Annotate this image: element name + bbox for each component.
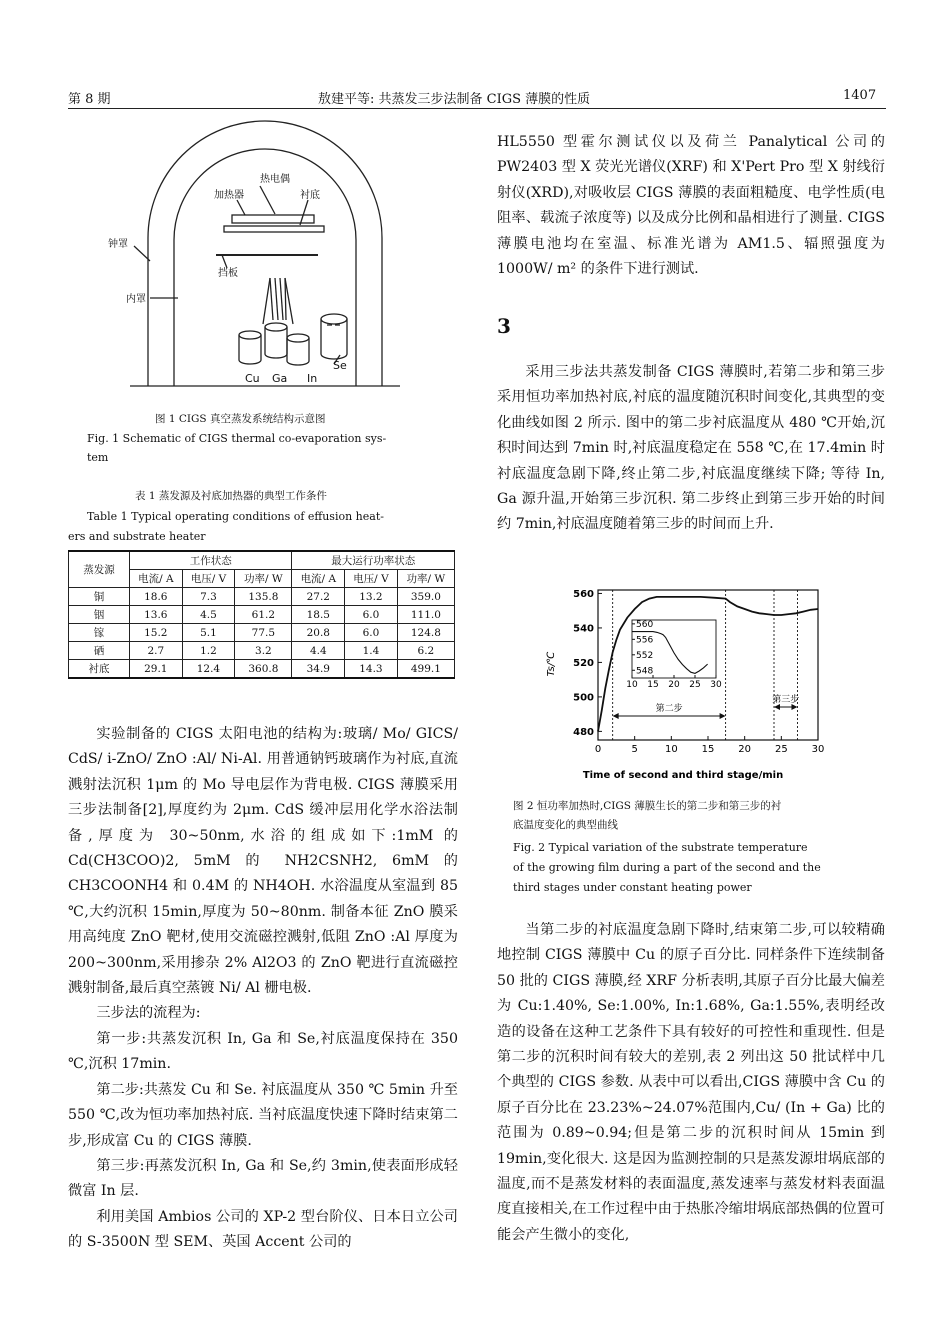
right-column-mid [497, 360, 885, 538]
table-cell: 359.0 [397, 588, 454, 606]
x-tick-label: 5 [631, 744, 638, 755]
paragraph-step-two: 第二步:共蒸发 Cu 和 Se. 衬底温度从 350 ℃ 5min 升至 550 ℃,改为恒功率加热衬底. 当衬底温度快速下降时结束第二步,形成富 Cu 的 CIGS 薄膜. [68, 1081, 458, 1149]
table-row [69, 624, 455, 642]
table-cell: 135.8 [235, 588, 292, 606]
table-header-max-power: 最大运行功率状态 [292, 551, 455, 570]
table-cell: 3.2 [235, 642, 292, 660]
table-cell: 1.2 [182, 642, 235, 660]
x-axis-label: Time of second and third stage/min [582, 770, 784, 781]
table-cell: 360.8 [235, 660, 292, 679]
table-cell: 铟 [69, 606, 130, 624]
paragraph-composition-control: 当第二步的衬底温度急剧下降时,结束第二步,可以较精确地控制 CIGS 薄膜中 Cu 的原子百分比. 同样条件下连续制备 50 批的 CIGS 薄膜,经 XRF 分析表明,其原子百分比最大偏差为 Cu:1.40%, Se:1.00%, In:1.68%, Ga:1.55%,表明经改造的设备在这种工艺条件下具有较好的可控性和重现性. 但是第二步的沉积时间有较大的差别,表 2 列出这 50 批试样中几个典型的 CIGS 参数. 从表中可以看出,CIGS 薄膜中含 Cu 的原子百分比在 23.23%~24.07%范围内,Cu/ (In + Ga) 比的范围为 0.89~0.94;但是第二步的沉积时间从 15min 到 19min,变化很大. 这是因为监测控制的只是蒸发源坩埚底部的温度,而不是蒸发材料的表面温度,蒸发速率与蒸发材料表面温度直接相关,在工作过程中由于热胀冷缩坩埚底部热偶的位置可能会产生微小的变化, [497, 922, 885, 1243]
table-cell: 27.2 [292, 588, 345, 606]
issue-number: 第 8 期 [68, 92, 111, 107]
table-cell: 14.3 [345, 660, 398, 679]
chart-inset [626, 620, 722, 690]
table-1-caption-en-line1: Table 1 Typical operating conditions of effusion heat- [87, 510, 384, 523]
y-tick-label: 520 [573, 657, 594, 669]
label-heater: 加热器 [214, 190, 244, 201]
right-column-top [497, 130, 885, 282]
table-subheader: 电压/ V [182, 570, 235, 588]
inset-x-tick-label: 15 [647, 680, 659, 690]
stage-two-arrowhead-left [613, 713, 619, 719]
table-cell: 18.6 [130, 588, 183, 606]
x-tick-label: 0 [594, 744, 602, 755]
table-cell: 5.1 [182, 624, 235, 642]
stage-three-label: 第三步 [772, 695, 800, 705]
table-cell: 13.2 [345, 588, 398, 606]
table-cell: 衬底 [69, 660, 130, 679]
table-subheader: 功率/ W [235, 570, 292, 588]
paragraph-structure: 实验制备的 CIGS 太阳电池的结构为:玻璃/ Mo/ GICS/ CdS/ i-ZnO/ ZnO :Al/ Ni-Al. 用普通钠钙玻璃作为衬底,直流溅射法沉积 1μm 的 Mo 导电层作为背电极. CIGS 薄膜采用三步法制备[2],厚度约为 2μm. CdS 缓冲层用化学水浴法制备,厚度为 30~50nm,水浴的组成如下:1mM 的 Cd(CH3COO)2, 5mM 的 NH2CSNH2, 6mM 的 CH3COONH4 和 0.4M 的 NH4OH. 水浴温度从室温到 85 ℃,大约沉积 15min,厚度为 50~80nm. 制备本征 ZnO 膜采用高纯度 ZnO 靶材,使用交流磁控溅射,低阻 ZnO :Al 厚度为 200~300nm,采用掺杂 2% Al2O3 的 ZnO 靶进行直流磁控溅射制备,最后真空蒸镀 Ni/ Al 栅电极. [68, 726, 458, 997]
table-cell: 20.8 [292, 624, 345, 642]
crucible-cu [239, 331, 261, 364]
table-subheader: 功率/ W [397, 570, 454, 588]
inset-x-tick-label: 10 [626, 680, 638, 690]
label-cu: Cu [245, 372, 260, 385]
figure-2-caption-en-line2: of the growing film during a part of the second and the [513, 861, 821, 874]
paragraph-step-three: 第三步:再蒸发沉积 In, Ga 和 Se,约 3min,使表面形成轻微富 In 层. [68, 1157, 458, 1200]
table-cell: 29.1 [130, 660, 183, 679]
table-cell: 18.5 [292, 606, 345, 624]
x-axis-ticks [595, 736, 825, 755]
figure-2-chart [540, 584, 830, 784]
table-cell: 铜 [69, 588, 130, 606]
right-column-bottom [497, 918, 885, 1248]
label-thermocouple: 热电偶 [260, 174, 290, 185]
inset-y-tick-label: 548 [636, 666, 654, 677]
table-row [69, 642, 455, 660]
substrate-plate [224, 226, 324, 232]
table-cell: 1.4 [345, 642, 398, 660]
y-tick-label: 500 [573, 692, 594, 704]
table-cell: 61.2 [235, 606, 292, 624]
table-subheader: 电流/ A [130, 570, 183, 588]
paragraph-step-one: 第一步:共蒸发沉积 In, Ga 和 Se,衬底温度保持在 350 ℃,沉积 17min. [68, 1030, 458, 1073]
figure-2-caption-en-line3: third stages under constant heating power [513, 881, 752, 894]
left-column-body [68, 722, 458, 1256]
label-substrate: 衬底 [300, 190, 320, 201]
x-tick-label: 20 [738, 744, 752, 755]
table-cell: 77.5 [235, 624, 292, 642]
x-tick-label: 10 [664, 744, 678, 755]
stage-markers [613, 693, 800, 719]
y-tick-label: 540 [573, 623, 594, 635]
table-cell: 7.3 [182, 588, 235, 606]
table-row [69, 588, 455, 606]
table-cell: 499.1 [397, 660, 454, 679]
table-cell: 34.9 [292, 660, 345, 679]
label-ga: Ga [272, 372, 288, 385]
y-axis-label: Ts/℃ [546, 651, 557, 677]
figure-1-caption-en-line1: Fig. 1 Schematic of CIGS thermal co-evaporation sys- [87, 432, 387, 445]
x-tick-label: 25 [774, 744, 788, 755]
table-cell: 13.6 [130, 606, 183, 624]
table-cell: 6.2 [397, 642, 454, 660]
table-1-caption-cn: 表 1 蒸发源及衬底加热器的典型工作条件 [135, 490, 327, 502]
inset-x-tick-label: 25 [689, 680, 701, 690]
header-rule [68, 108, 886, 109]
paragraph-instruments: 利用美国 Ambios 公司的 XP-2 型台阶仪、日本日立公司的 S-3500N 型 SEM、英国 Accent 公司的 [68, 1208, 458, 1251]
figure-1-caption-en-line2: tem [87, 451, 109, 464]
label-se: Se [333, 359, 347, 372]
table-cell: 镓 [69, 624, 130, 642]
crucible-se [321, 314, 347, 359]
stage-two-label: 第二步 [655, 704, 683, 714]
figure-2-caption-cn-line1: 图 2 恒功率加热时,CIGS 薄膜生长的第二步和第三步的衬 [513, 800, 782, 812]
paragraph-three-step-intro: 三步法的流程为: [96, 1005, 201, 1022]
inset-x-tick-label: 30 [710, 680, 722, 690]
table-cell: 6.0 [345, 624, 398, 642]
table-row [69, 660, 455, 679]
paragraph-temperature-curve: 采用三步法共蒸发制备 CIGS 薄膜时,若第二步和第三步采用恒功率加热衬底,衬底的温度随沉积时间变化,其典型的变化曲线如图 2 所示. 图中的第二步衬底温度从 480 ℃开始,沉积时间达到 7min 时,衬底温度稳定在 558 ℃,在 17.4min 时衬底温度急剧下降,终止第二步,衬底温度继续下降; 等待 In, Ga 源升温,开始第三步沉积. 第二步终止到第三步开始的时间约 7min,衬底温度随着第三步的时间而上升. [497, 364, 885, 533]
label-bell-jar: 钟罩 [108, 239, 128, 250]
table-subheader: 电压/ V [345, 570, 398, 588]
label-in: In [307, 372, 318, 385]
section-number: 3 [497, 314, 511, 338]
table-cell: 124.8 [397, 624, 454, 642]
inset-y-tick-label: 560 [636, 619, 654, 630]
figure-2-caption-cn-line2: 底温度变化的典型曲线 [513, 819, 618, 831]
table-cell: 4.5 [182, 606, 235, 624]
table-cell: 111.0 [397, 606, 454, 624]
table-cell: 15.2 [130, 624, 183, 642]
crucible-in [287, 334, 309, 365]
figure-2-caption-en-line1: Fig. 2 Typical variation of the substrate temperature [513, 841, 808, 854]
table-cell: 4.4 [292, 642, 345, 660]
x-tick-label: 30 [811, 744, 825, 755]
table-cell: 12.4 [182, 660, 235, 679]
table-subheader: 电流/ A [292, 570, 345, 588]
stage-two-arrowhead-right [720, 713, 726, 719]
figure-1-caption-cn: 图 1 CIGS 真空蒸发系统结构示意图 [155, 413, 326, 425]
inset-x-tick-label: 20 [668, 680, 680, 690]
crucible-ga [265, 323, 287, 358]
figure-1-schematic [100, 118, 430, 398]
inset-y-tick-label: 552 [636, 650, 654, 661]
y-tick-label: 480 [573, 726, 594, 738]
inset-y-tick-label: 556 [636, 635, 654, 646]
table-1 [68, 550, 455, 679]
table-1-caption-en-line2: ers and substrate heater [68, 530, 206, 543]
x-tick-label: 15 [701, 744, 715, 755]
table-header-source: 蒸发源 [69, 551, 130, 588]
table-cell: 硒 [69, 642, 130, 660]
y-tick-label: 560 [573, 588, 594, 600]
paragraph-measurements: HL5550 型霍尔测试仪以及荷兰 Panalytical 公司的 PW2403 型 X 荧光光谱仪(XRF) 和 X'Pert Pro 型 X 射线衍射仪(XRD),对吸收层 CIGS 薄膜的表面粗糙度、电学性质(电阻率、载流子浓度等) 以及成分比例和晶相进行了测量. CIGS 薄膜电池均在室温、标准光谱为 AM1.5、辐照强度为 1000W/ m² 的条件下进行测试. [497, 134, 885, 278]
table-cell: 2.7 [130, 642, 183, 660]
table-header-working: 工作状态 [130, 551, 292, 570]
label-inner-cover: 内罩 [126, 294, 146, 305]
table-cell: 6.0 [345, 606, 398, 624]
label-baffle: 挡板 [218, 268, 238, 279]
page-number: 1407 [843, 88, 877, 103]
running-title: 敖建平等: 共蒸发三步法制备 CIGS 薄膜的性质 [318, 92, 591, 107]
table-row [69, 606, 455, 624]
